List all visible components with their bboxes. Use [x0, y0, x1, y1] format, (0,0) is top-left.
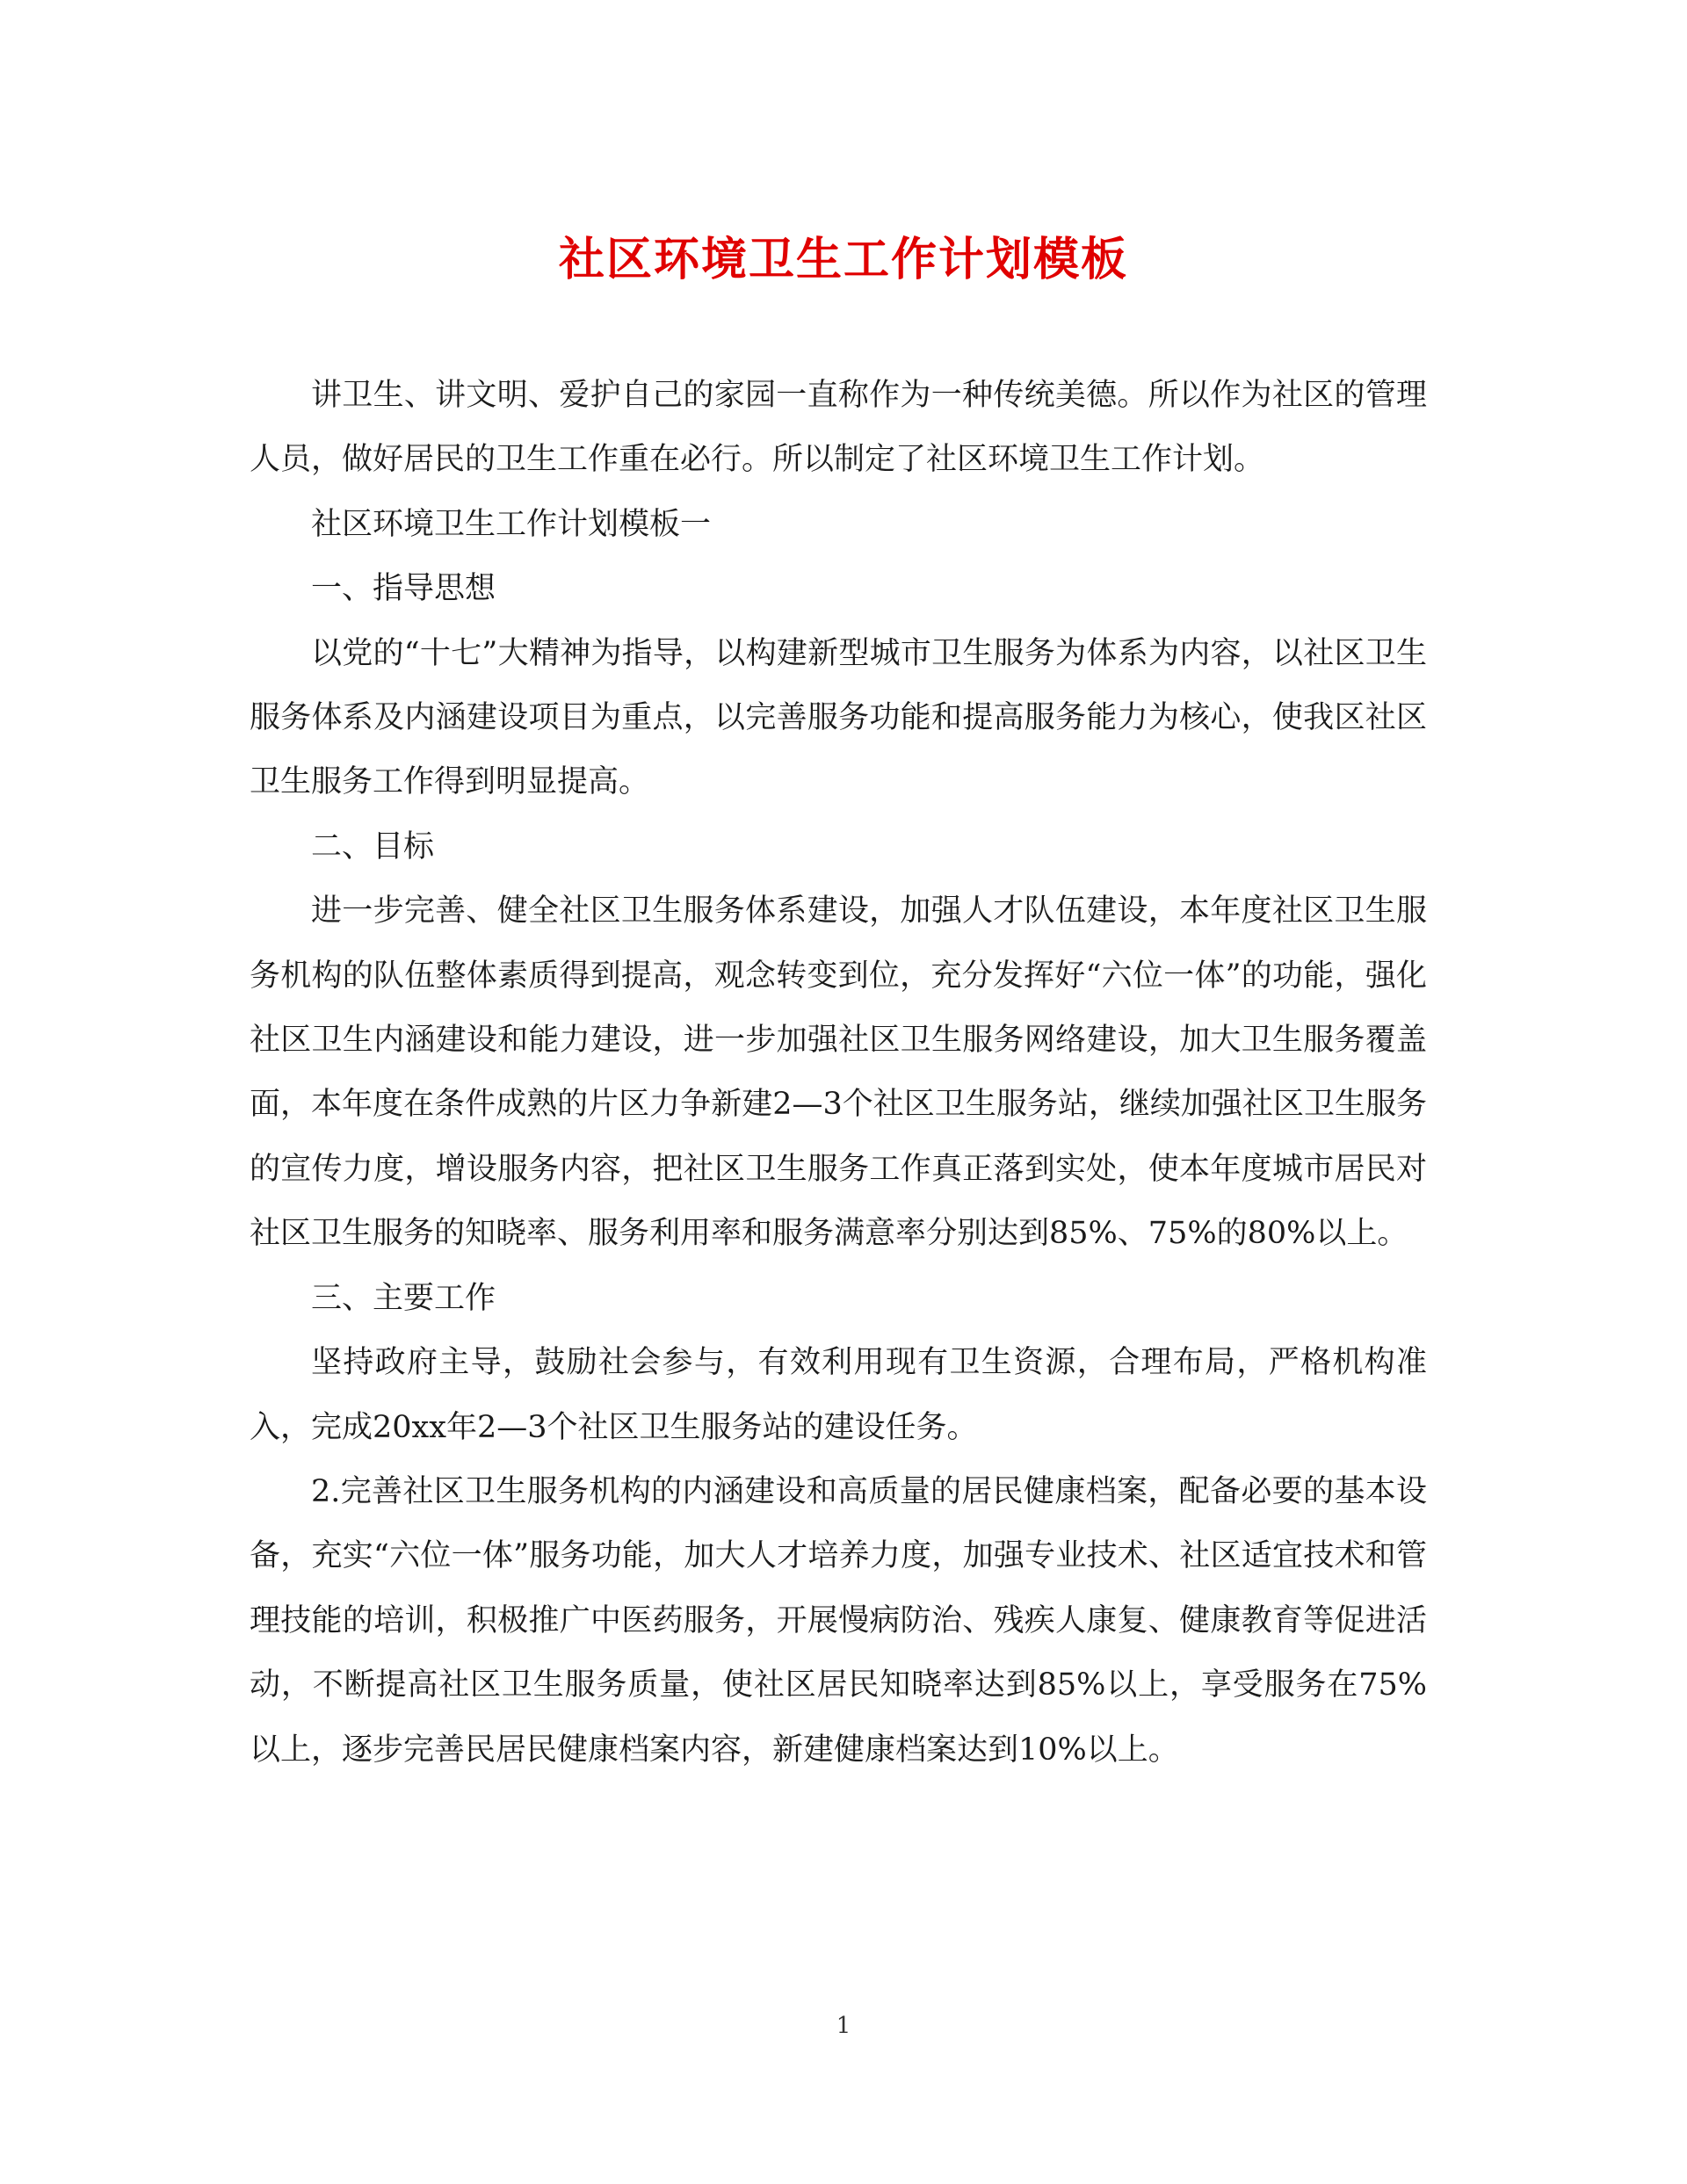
main-work-paragraph-1: 坚持政府主导，鼓励社会参与，有效利用现有卫生资源，合理布局，严格机构准入，完成20xx年2—3个社区卫生服务站的建设任务。 — [250, 1345, 1427, 1445]
document-title: 社区环境卫生工作计划模板 — [558, 233, 1128, 286]
page-number: 1 — [836, 2013, 851, 2039]
template-heading: 社区环境卫生工作计划模板一 — [311, 506, 712, 542]
intro-paragraph: 讲卫生、讲文明、爱护自己的家园一直称作为一种传统美德。所以作为社区的管理人员，做好居民的卫生工作重在必行。所以制定了社区环境卫生工作计划。 — [250, 378, 1427, 478]
main-work-paragraph-2: 2.完善社区卫生服务机构的内涵建设和高质量的居民健康档案，配备必要的基本设备，充实“六位一体”服务功能，加大人才培养力度，加强专业技术、社区适宜技术和管理技能的培训，积极推广中医药服务，开展慢病防治、残疾人康复、健康教育等促进活动，不断提高社区卫生服务质量，使社区居民知晓率达到85%以上，享受服务在75%以上，逐步完善民居民健康档案内容，新建健康档案达到10%以上。 — [250, 1473, 1427, 1768]
section-heading-goals: 二、目标 — [311, 828, 435, 864]
guiding-ideology-paragraph: 以党的“十七”大精神为指导，以构建新型城市卫生服务为体系为内容，以社区卫生服务体系及内涵建设项目为重点，以完善服务功能和提高服务能力为核心，使我区社区卫生服务工作得到明显提高。 — [250, 635, 1427, 800]
section-heading-main-work: 三、主要工作 — [311, 1280, 496, 1316]
section-heading-guiding-ideology: 一、指导思想 — [311, 571, 496, 607]
goals-paragraph: 进一步完善、健全社区卫生服务体系建设，加强人才队伍建设，本年度社区卫生服务机构的队伍整体素质得到提高，观念转变到位，充分发挥好“六位一体”的功能，强化社区卫生内涵建设和能力建设，进一步加强社区卫生服务网络建设，加大卫生服务覆盖面，本年度在条件成熟的片区力争新建2—3个社区卫生服务站，继续加强社区卫生服务的宣传力度，增设服务内容，把社区卫生服务工作真正落到实处，使本年度城市居民对社区卫生服务的知晓率、服务利用率和服务满意率分别达到85%、75%的80%以上。 — [250, 893, 1427, 1252]
document-body — [250, 364, 1427, 1783]
